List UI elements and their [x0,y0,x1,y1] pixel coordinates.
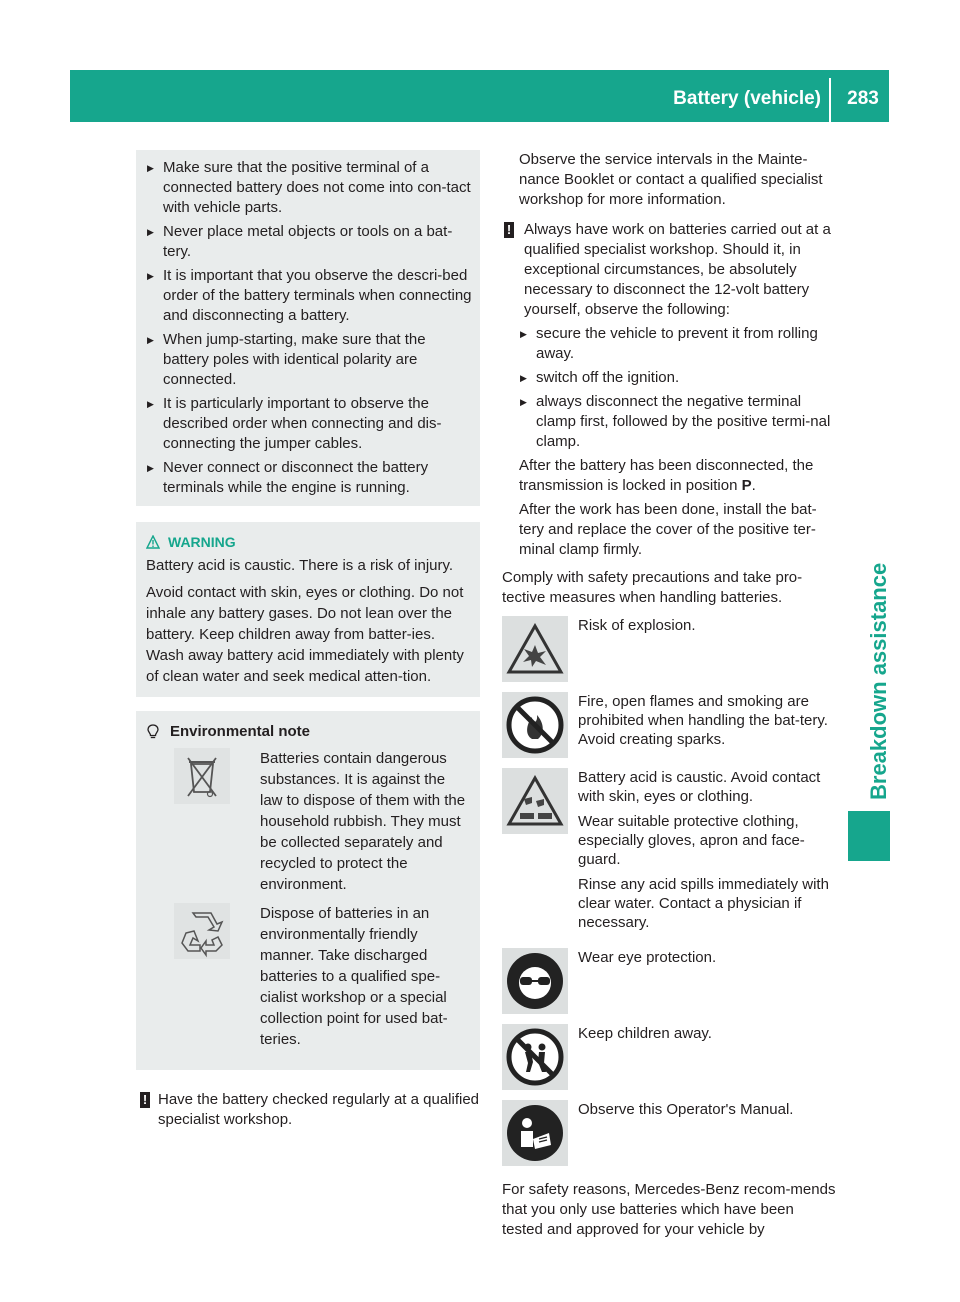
operators-manual-icon [502,1100,568,1166]
environmental-note-heading [146,723,472,740]
notice-text: Always have work on batteries carried out at a qualified specialist workshop. Should it, in exceptional circumstances, be absolutely necessary to disconnect the 12-volt battery yourself, observe the following: [524,221,831,318]
warning-text: Battery acid is caustic. There is a risk of injury. [146,557,454,574]
symbol-description: Battery acid is caustic. Avoid contact with skin, eyes or clothing. [578,769,821,805]
warning-title: WARNING [168,534,236,550]
list-item: ▶ It is important that you observe the descri-bed order of the battery terminals when connecting and disconnecting a battery. [146,266,472,326]
symbol-description: Fire, open flames and smoking are prohibited when handling the bat-tery. Avoid creating sparks. [578,693,828,748]
caution-list [146,158,472,498]
side-tab-marker [848,811,890,861]
no-flames-icon [502,692,568,758]
safety-symbol-text [578,692,836,758]
reinstall-note: After the work has been done, install the bat-tery and replace the cover of the positive ter-minal clamp firmly. [519,501,817,558]
crossed-bin-icon [174,748,230,804]
exclamation-icon: ! [140,1092,150,1108]
list-item: ▶ secure the vehicle to prevent it from rolling away. [519,324,836,364]
environmental-note-box [136,711,480,1070]
transmission-note-end: . [751,477,756,494]
safety-symbol-row [502,616,836,682]
symbol-description: Keep children away. [578,1025,712,1042]
warning-text: Avoid contact with skin, eyes or clothing. Do not inhale any battery gases. Do not lean over the battery. Keep children away from batter-ies. Wash away battery acid immediately with plenty of clean water and seek medical atten-tion. [146,584,464,685]
warning-heading [146,534,472,550]
environmental-note-text: Dispose of batteries in an environmentally friendly manner. Take discharged batteries to a qualified spe-cialist workshop or a special collection point for used bat-teries. [260,905,448,1048]
position-p: P [741,477,752,494]
right-column [502,150,836,1240]
environmental-note-item [146,903,472,1050]
list-item: ▶ switch off the ignition. [519,368,836,388]
recycle-icon [174,903,230,959]
left-column [136,150,480,1130]
explosion-warning-icon [502,616,568,682]
list-item: ▶ It is particularly important to observe the described order when connecting and dis-connecting the jumper cables. [146,394,472,454]
symbol-description: Wear eye protection. [578,949,717,966]
side-tab-label: Breakdown assistance [866,562,891,800]
safety-symbol-row [502,1024,836,1090]
list-item: ▶ Make sure that the positive terminal of a connected battery does not come into con-tact with vehicle parts. [146,158,472,218]
safety-symbol-row [502,692,836,758]
environmental-note-title: Environmental note [170,723,311,740]
eye-protection-icon [502,948,568,1014]
environmental-note-text: Batteries contain dangerous substances. It is against the law to dispose of them with the household rubbish. They must be collected separately and recycled to protect the environment. [260,750,466,893]
notice-text: Have the battery checked regularly at a qualified specialist workshop. [158,1091,480,1128]
warning-triangle-icon [146,535,160,549]
caution-box [136,150,480,506]
light-bulb-icon [146,724,160,740]
symbol-description: Wear suitable protective clothing, especially gloves, apron and face-guard. [578,813,805,868]
comply-text: Comply with safety precautions and take pro-tective measures when handling batteries. [502,569,803,606]
warning-box [136,522,480,697]
list-item: ▶ When jump-starting, make sure that the battery poles with identical polarity are connected. [146,330,472,390]
safety-symbol-text [578,616,696,682]
notice [136,1090,480,1130]
header-divider [829,78,831,122]
service-intro: Observe the service intervals in the Mainte-nance Booklet or contact a qualified specialist workshop for more information. [519,151,823,208]
page-number: 283 [847,88,879,109]
page-header [70,70,889,122]
environmental-note-item [146,748,472,895]
keep-children-away-icon [502,1024,568,1090]
safety-symbol-text [578,768,836,938]
list-item: ▶ Never connect or disconnect the battery terminals while the engine is running. [146,458,472,498]
list-item: ▶ Never place metal objects or tools on a bat-tery. [146,222,472,262]
transmission-note-text: After the battery has been disconnected, the transmission is locked in position [519,457,814,494]
symbol-description: Risk of explosion. [578,617,696,634]
safety-symbol-text [578,948,716,1014]
symbol-description: Observe this Operator's Manual. [578,1101,794,1118]
symbol-description: Rinse any acid spills immediately with clear water. Contact a physician if necessary. [578,876,829,931]
safety-symbol-text [578,1024,712,1090]
notice [502,220,836,320]
safety-symbol-row [502,1100,836,1166]
section-title: Battery (vehicle) [673,88,821,109]
transmission-note [502,456,836,496]
exclamation-icon: ! [504,222,514,238]
corrosive-warning-icon [502,768,568,834]
safety-symbol-row [502,948,836,1014]
safety-symbol-text [578,1100,793,1166]
closing-text: For safety reasons, Mercedes-Benz recom-mends that you only use batteries which have been tested and approved for your vehicle by [502,1181,836,1238]
safety-symbol-row [502,768,836,938]
disconnect-steps [502,324,836,452]
list-item: ▶ always disconnect the negative terminal clamp first, followed by the positive termi-nal clamp. [519,392,836,452]
